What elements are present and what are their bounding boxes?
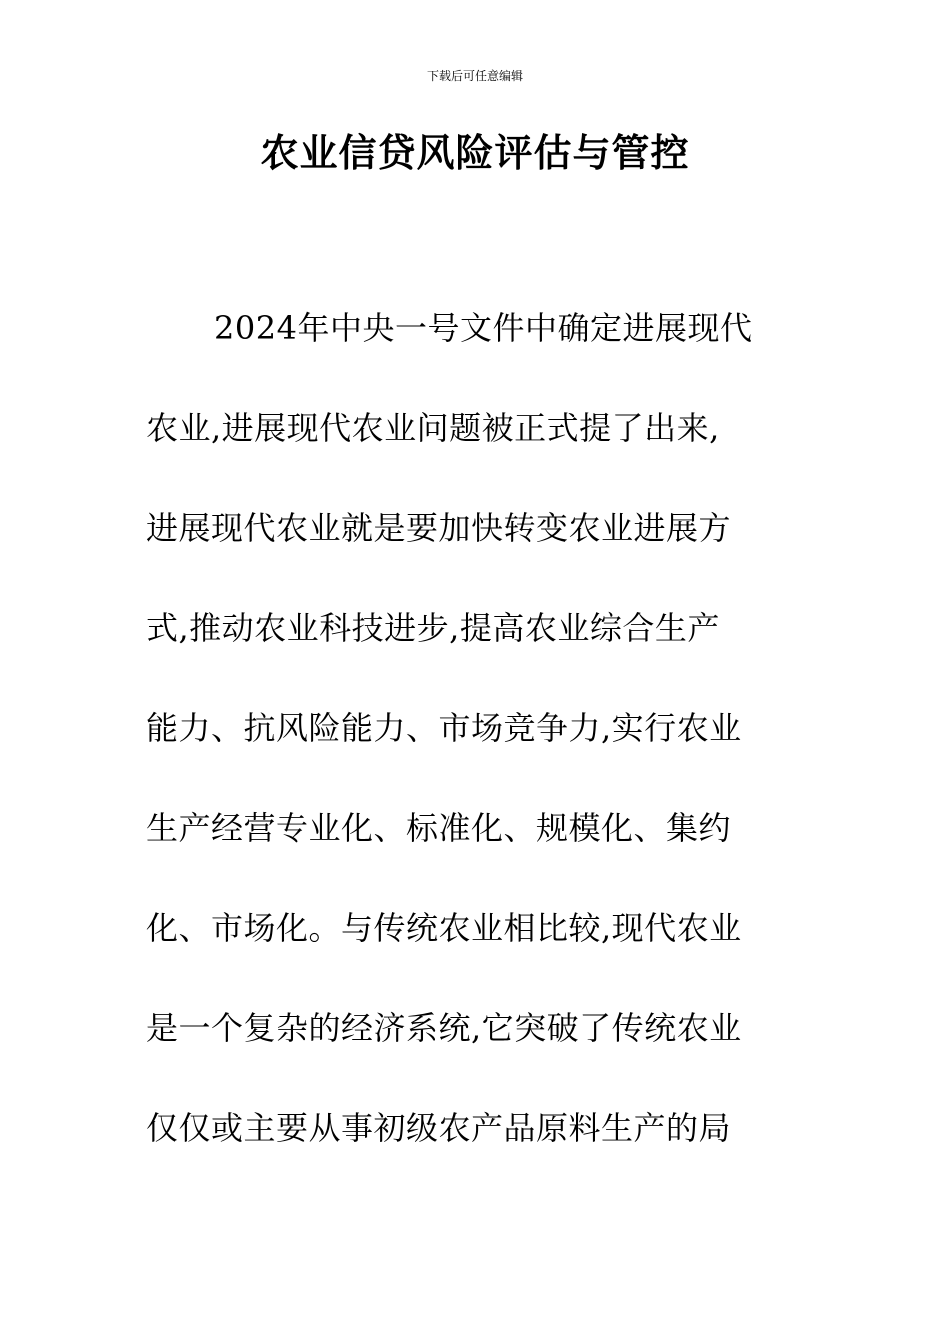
text-line: 仅仅或主要从事初级农产品原料生产的局 — [146, 1109, 732, 1147]
text-line: 进展现代农业就是要加快转变农业进展方 — [146, 509, 732, 547]
header-note: 下载后可任意编辑 — [426, 69, 523, 83]
text-line: 式,推动农业科技进步,提高农业综合生产 — [146, 609, 720, 647]
text-line: 化、市场化。与传统农业相比较,现代农业 — [146, 909, 742, 947]
text-line: 能力、抗风险能力、市场竞争力,实行农业 — [146, 709, 742, 747]
document-title: 农业信贷风险评估与管控 — [260, 131, 690, 175]
text-line: 生产经营专业化、标准化、规模化、集约 — [146, 809, 732, 847]
body-paragraph — [146, 300, 806, 1200]
text-line: 农业,进展现代农业问题被正式提了出来, — [146, 409, 720, 447]
text-line: 是一个复杂的经济系统,它突破了传统农业 — [146, 1009, 742, 1047]
text-line: 2024年中央一号文件中确定进展现代 — [214, 309, 753, 347]
